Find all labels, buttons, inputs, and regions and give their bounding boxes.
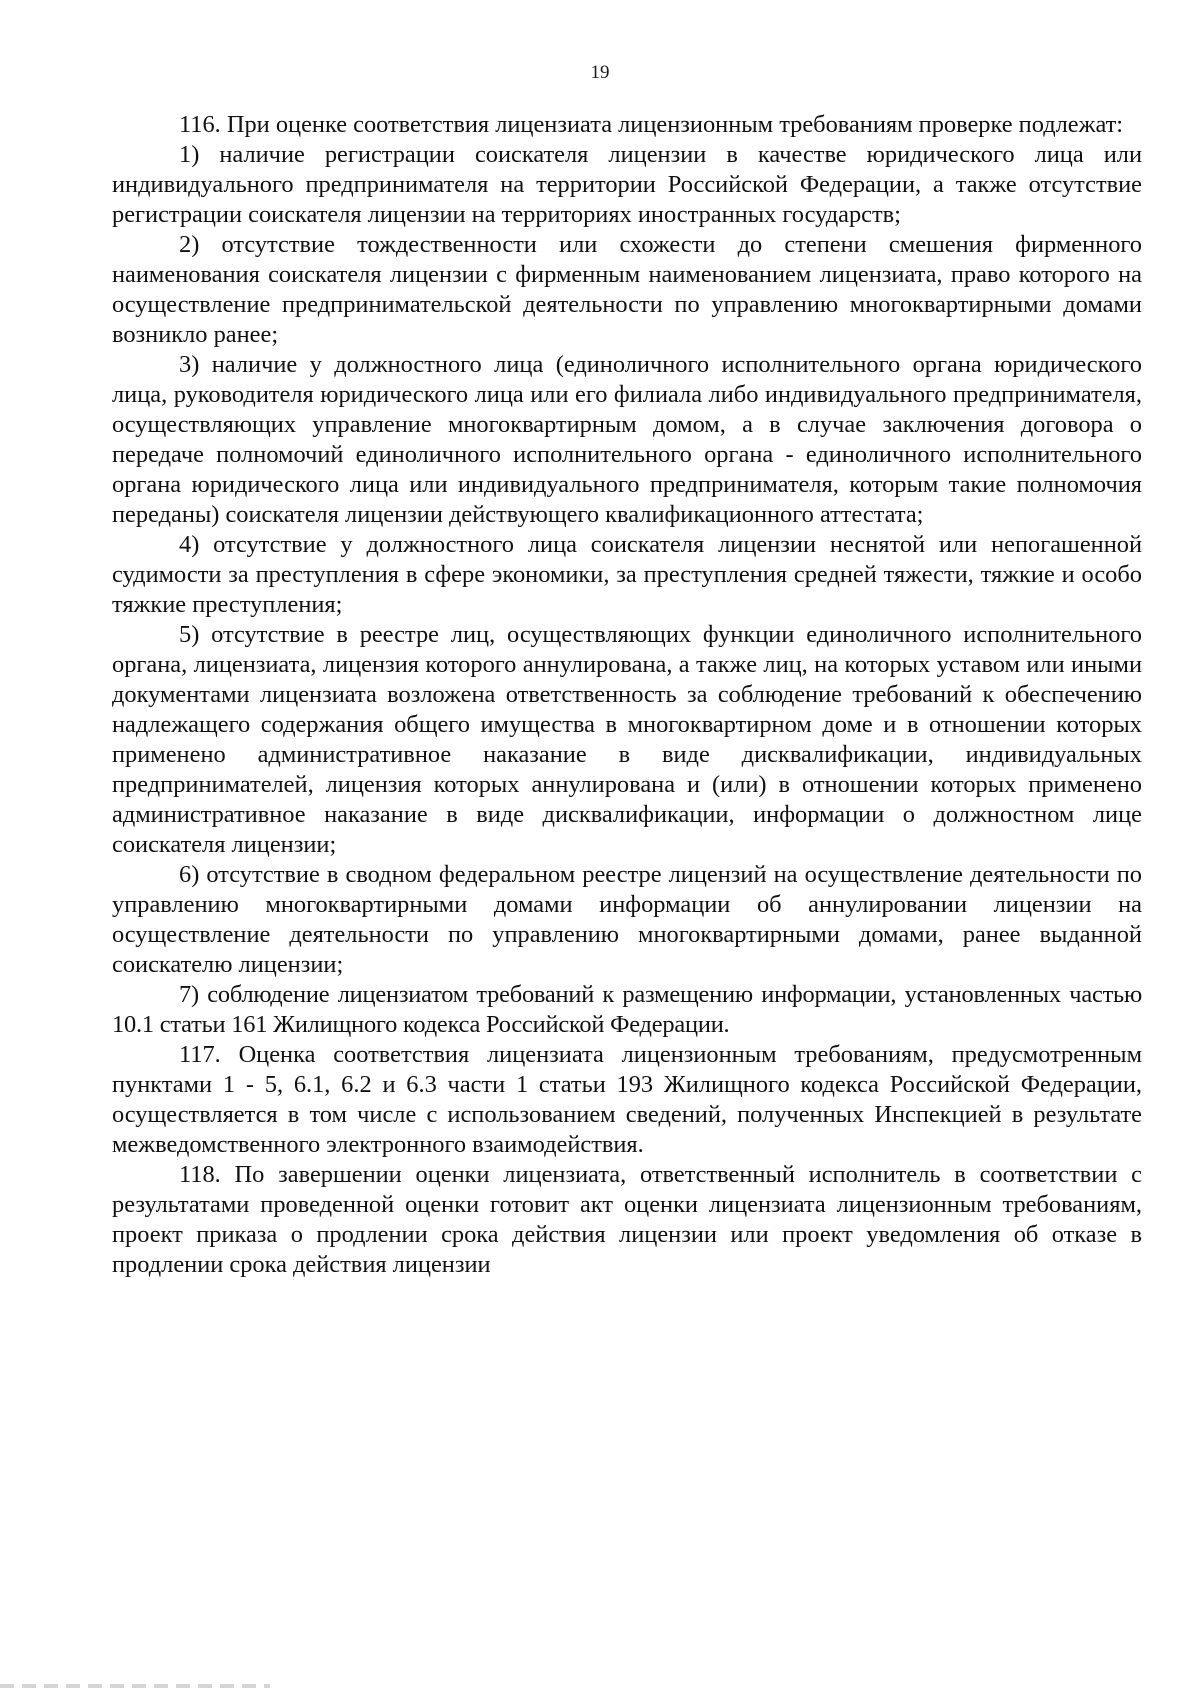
paragraph-116-item-7: 7) соблюдение лицензиатом требований к размещению информации, установленных частью 10.1 статьи 161 Жилищного кодекса Российской Федерации. [112, 981, 1142, 1038]
paragraph-116-item-6: 6) отсутствие в сводном федеральном реестре лицензий на осуществление деятельности по управлению многоквартирными домами информации об аннулировании лицензии на осуществление деятельности по управлению многоквартирными домами, ранее выданной соискателю лицензии; [112, 861, 1142, 978]
paragraph-116-item-3: 3) наличие у должностного лица (единоличного исполнительного органа юридического лица, руководителя юридического лица или его филиала либо индивидуального предпринимателя, осуществляющих управление многоквартирным домом, а в случае заключения договора о передаче полномочий единоличного исполнительного органа - единоличного исполнительного органа юридического лица или индивидуального предпринимателя, которым такие полномочия переданы) соискателя лицензии действующего квалификационного аттестата; [112, 351, 1142, 528]
paragraph-118: 118. По завершении оценки лицензиата, ответственный исполнитель в соответствии с результатами проведенной оценки готовит акт оценки лицензиата лицензионным требованиям, проект приказа о продлении срока действия лицензии или проект уведомления об отказе в продлении срока действия лицензии [112, 1161, 1142, 1278]
scan-artifact [0, 1684, 270, 1688]
paragraph-116-item-2: 2) отсутствие тождественности или схожести до степени смешения фирменного наименования соискателя лицензии с фирменным наименованием лицензиата, право которого на осуществление предпринимательской деятельности по управлению многоквартирными домами возникло ранее; [112, 231, 1142, 348]
paragraph-116-item-5: 5) отсутствие в реестре лиц, осуществляющих функции единоличного исполнительного органа, лицензиата, лицензия которого аннулирована, а также лиц, на которых уставом или иными документами лицензиата возложена ответственность за соблюдение требований к обеспечению надлежащего содержания общего имущества в многоквартирном доме и в отношении которых применено административное наказание в виде дисквалификации, индивидуальных предпринимателей, лицензия которых аннулирована и (или) в отношении которых применено административное наказание в виде дисквалификации, информации о должностном лице соискателя лицензии; [112, 621, 1142, 858]
paragraph-116-item-4: 4) отсутствие у должностного лица соискателя лицензии неснятой или непогашенной судимости за преступления в сфере экономики, за преступления средней тяжести, тяжкие и особо тяжкие преступления; [112, 531, 1142, 618]
paragraph-116-item-1: 1) наличие регистрации соискателя лицензии в качестве юридического лица или индивидуального предпринимателя на территории Российской Федерации, а также отсутствие регистрации соискателя лицензии на территориях иностранных государств; [112, 141, 1142, 228]
paragraph-117: 117. Оценка соответствия лицензиата лицензионным требованиям, предусмотренным пунктами 1 - 5, 6.1, 6.2 и 6.3 части 1 статьи 193 Жилищного кодекса Российской Федерации, осуществляется в том числе с использованием сведений, полученных Инспекцией в результате межведомственного электронного взаимодействия. [112, 1041, 1142, 1158]
paragraph-116: 116. При оценке соответствия лицензиата лицензионным требованиям проверке подлежат: [179, 111, 1124, 138]
page-number: 19 [590, 62, 610, 83]
document-body [112, 110, 1142, 1280]
